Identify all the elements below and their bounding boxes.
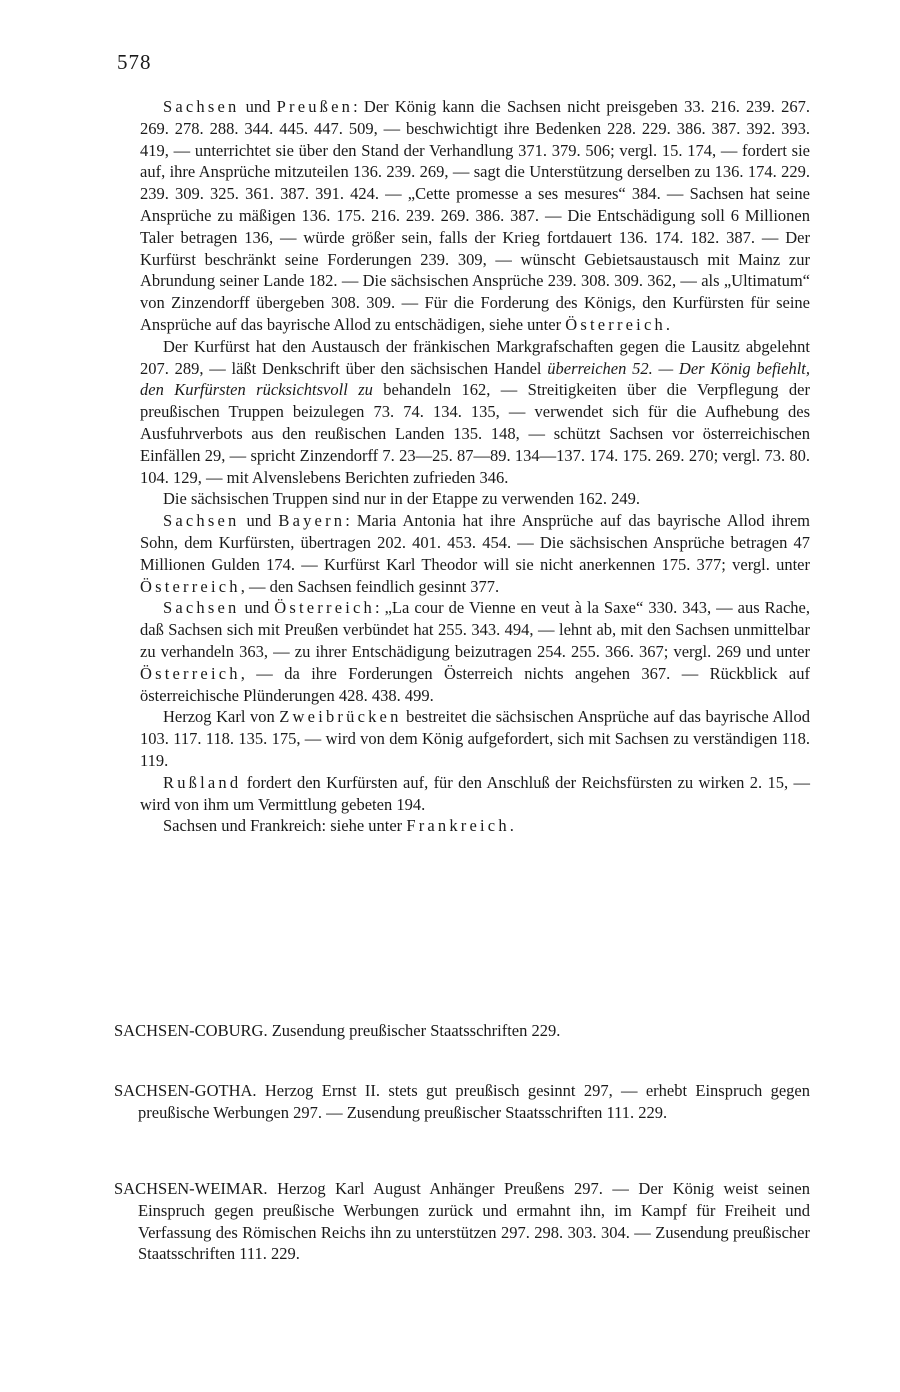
entry-text: Zusendung preußischer Staatsschriften 229. (267, 1021, 561, 1040)
entry-text: Herzog Ernst II. stets gut preußisch gesinnt 297, — erhebt Einspruch gegen preußische Werbungen 297. — Zusendung preußischer Staatsschriften 111. 229. (138, 1081, 810, 1122)
paragraph-text: bestreitet die sächsischen Ansprüche auf das bayrische Allod 103. 117. 118. 135. 175, — wird von dem König aufgefordert, sich mit Sachsen zu verständigen 118. 119. (140, 707, 810, 770)
keyword-oesterreich: Österreich (274, 598, 375, 618)
keyword-bayern: Bayern (278, 511, 346, 531)
conjunction: und (239, 511, 279, 531)
paragraph-kurfuerst (140, 336, 810, 489)
conjunction: und (239, 97, 277, 116)
paragraph-frankreich (140, 815, 810, 837)
entry-sachsen-coburg (114, 1020, 810, 1042)
paragraph-text: : Maria Antonia hat ihre Ansprüche auf das bayrische Allod ihrem Sohn, dem Kurfürsten, übertragen 202. 401. 453. 454. — Die sächsischen Ansprüche betragen 47 Millionen Gulden 174. — Kurfürst Karl Theodor will sie nicht anerkennen 175. 377; vergl. unter (140, 511, 811, 574)
entry-sachsen-gotha (114, 1080, 810, 1124)
entry-sachsen-weimar (114, 1178, 810, 1265)
paragraph-text: Herzog Karl von (163, 707, 280, 727)
paragraph-russland (140, 772, 810, 816)
cross-reference: Frankreich (406, 816, 510, 836)
punctuation: . (509, 816, 514, 836)
paragraph-text: Der Kurfürst hat den Austausch der fränkischen Markgrafschaften gegen die Lausitz abgelehnt 207. 289, — läßt Denkschrift über den sächsischen Handel (140, 336, 810, 378)
paragraph-text: : Der König kann die Sachsen nicht preisgeben 33. 216. 239. 267. 269. 278. 288. 344. 445. 447. 509, — beschwichtigt ihre Bedenken 228. 229. 386. 387. 392. 393. 419, — unterrichtet sie über den Stand der Verhandlung 371. 379. 506; vergl. 15. 174, — fordert sie auf, ihre Ansprüche mitzuteilen 136. 239. 269, — sagt die Unterstützung derselben zu 136. 174. 229. 239. 309. 325. 361. 387. 391. 424. — „Cette promesse a ses mesures“ 384. — Sachsen hat seine Ansprüche zu mäßigen 136. 175. 216. 239. 269. 386. 387. — Die Entschädigung soll 6 Millionen Taler betragen 136, — würde größer sein, falls der Krieg fortdauert 136. 174. 182. 387. — Der Kurfürst beschränkt seine Forderungen 239. 309, — wünscht Gebietsaustausch mit Mainz zur Abrundung seiner Lande 182. — Die sächsischen Ansprüche 239. 308. 309. 362, — als „Ultimatum“ von Zinzendorff übergeben 308. 309. — Für die Forderung des Königs, den Kurfürsten für seine Ansprüche auf das bayrische Allod zu entschädigen, siehe unter (140, 97, 810, 334)
conjunction: und (239, 598, 275, 618)
page-number: 578 (117, 50, 152, 74)
paragraph-text: Sachsen und Frankreich: siehe unter (163, 816, 407, 836)
entry-heading: SACHSEN-COBURG. (114, 1021, 268, 1040)
keyword-preussen: Preußen (276, 97, 354, 116)
paragraph-zweibruecken (140, 706, 810, 771)
cross-reference: Österreich (140, 663, 241, 683)
paragraph-text: , — da ihre Forderungen Österreich nichts angehen 367. — Rückblick auf österreichische Plünderungen 428. 438. 499. (140, 663, 810, 705)
sachsen-section (140, 96, 810, 837)
paragraph-text: , — den Sachsen feindlich gesinnt 377. (240, 576, 500, 596)
keyword-zweibruecken: Zweibrücken (279, 707, 402, 727)
cross-reference: Österreich (565, 314, 666, 334)
entry-heading: SACHSEN-GOTHA. (114, 1081, 257, 1100)
entry-heading: SACHSEN-WEIMAR. (114, 1179, 268, 1198)
paragraph-truppen: Die sächsischen Truppen sind nur in der Etappe zu verwenden 162. 249. (163, 489, 641, 509)
paragraph-text: behandeln 162, — Streitigkeiten über die Verpflegung der preußischen Truppen beizulegen 73. 74. 134. 135, — verwendet sich für die Aufhebung des Ausfuhrverbots aus den reußischen Landen 135. 148, — schützt Sachsen vor österreichischen Einfällen 29, — spricht Zinzendorff 7. 23—25. 87—89. 134—137. 174. 175. 269. 270; vergl. 73. 80. 104. 129, — mit Alvenslebens Berichten zufrieden 346. (140, 380, 810, 487)
italic-text: überreichen 52. — Der König befiehlt, den Kurfürsten rücksichtsvoll zu (140, 358, 810, 400)
keyword-sachsen: Sachsen (163, 598, 240, 618)
paragraph-sachsen-bayern (140, 510, 810, 597)
cross-reference: Österreich (140, 576, 241, 596)
keyword-sachsen: Sachsen (163, 97, 240, 116)
punctuation: . (665, 314, 671, 334)
entry-text: Herzog Karl August Anhänger Preußens 297. — Der König weist seinen Einspruch gegen preußische Werbungen zurück und ermahnt ihn, im Kampf für Freiheit und Verfassung des Römischen Reichs ihn zu unterstützen 297. 298. 303. 304. — Zusendung preußischer Staatsschriften 111. 229. (138, 1179, 810, 1264)
keyword-russland: Rußland (163, 772, 242, 792)
paragraph-text: : „La cour de Vienne en veut à la Saxe“ 330. 343, — aus Rache, daß Sachsen sich mit Preußen verbündet hat 255. 343. 494, — lehnt ab, mit den Sachsen unmittelbar zu verhandeln 363, — zu ihrer Entschädigung beizutragen 254. 255. 366. 367; vergl. 269 und unter (140, 598, 811, 661)
paragraph-sachsen-oesterreich (140, 597, 810, 706)
paragraph-text: fordert den Kurfürsten auf, für den Anschluß der Reichsfürsten zu wirken 2. 15, — wird von ihm um Vermittlung gebeten 194. (140, 772, 810, 814)
paragraph-sachsen-preussen (140, 96, 810, 336)
keyword-sachsen: Sachsen (163, 511, 240, 531)
